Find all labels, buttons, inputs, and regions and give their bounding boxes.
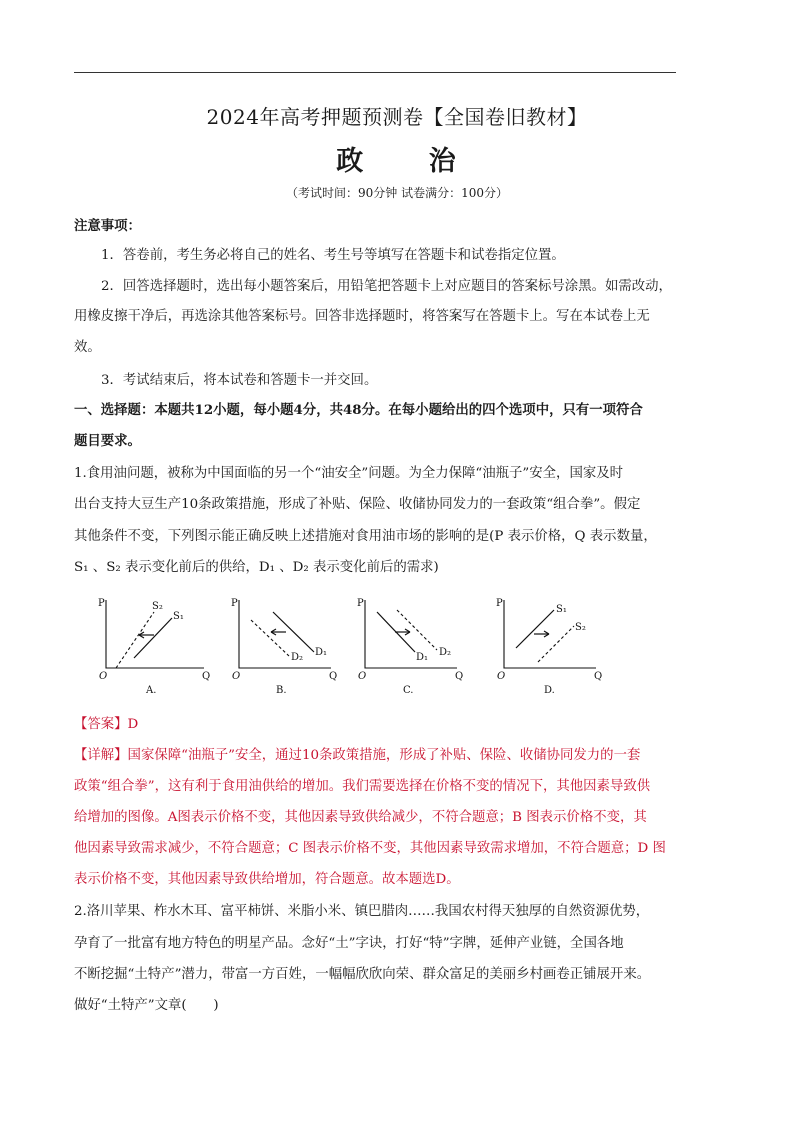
q1-answer: 【答案】D: [74, 717, 139, 732]
graph-d-axis-p: P: [496, 598, 503, 609]
q1-detail-line-4: 他因素导致需求减少，不符合题意；C 图表示价格不变，其他因素导致需求增加，不符合题意；D 图: [74, 841, 666, 856]
graph-d-axis-q: Q: [594, 671, 603, 682]
graph-a-dashed-curve: [116, 612, 154, 668]
graph-d-axes: [504, 600, 596, 668]
graph-b-axis-p: P: [231, 598, 238, 609]
graph-c-origin: O: [358, 671, 367, 682]
graph-c-axis-q: Q: [455, 671, 464, 682]
graph-d-solid-curve: [516, 610, 554, 648]
notice-item-2-line-2: 用橡皮擦干净后，再选涂其他答案标号。回答非选择题时，将答案写在答题卡上。写在本试卷上无: [74, 309, 650, 324]
graph-b-solid-label: D₁: [315, 647, 328, 658]
graph-option-d: [494, 592, 609, 702]
graph-b-option-label: B.: [276, 685, 287, 696]
q2-stem-line-2: 孕育了一批富有地方特色的明星产品。念好“土”字诀，打好“特”字牌，延伸产业链，全国各地: [74, 936, 624, 951]
graph-a-axis-p: P: [98, 598, 105, 609]
graph-b-dashed-curve: [251, 620, 289, 656]
q1-stem-line-2: 出台支持大豆生产10条政策措施，形成了补贴、保险、收储协同发力的一套政策“组合拳”。假定: [74, 497, 641, 512]
graph-option-b: [229, 592, 344, 702]
graph-d-dashed-label: S₂: [575, 622, 586, 633]
q1-detail-line-2: 政策“组合拳”，这有利于食用油供给的增加。我们需要选择在价格不变的情况下，其他因素导致供: [74, 779, 651, 794]
subject-title: 政 治: [336, 146, 484, 177]
graph-a-dashed-label: S₂: [152, 601, 163, 612]
graph-b-origin: O: [232, 671, 241, 682]
section-heading-line-2: 题目要求。: [74, 433, 141, 449]
graph-d-origin: O: [497, 671, 506, 682]
graph-a-solid-label: S₁: [173, 611, 184, 622]
q2-stem-line-1: 2.洛川苹果、柞水木耳、富平柿饼、米脂小米、镇巴腊肉……我国农村得天独厚的自然资源优势，: [74, 904, 650, 919]
notice-item-2-line-1: 2．回答选择题时，选出每小题答案后，用铅笔把答题卡上对应题目的答案标号涂黑。如需改动，: [101, 279, 672, 294]
exam-title: 2024年高考押题预测卷【全国卷旧教材】: [206, 105, 588, 129]
q2-stem-line-3: 不断挖掘“土特产”潜力，带富一方百姓，一幅幅欣欣向荣、群众富足的美丽乡村画卷正铺展开来。: [74, 967, 651, 982]
graph-a-axis-q: Q: [202, 671, 211, 682]
graph-c-solid-label: D₁: [416, 652, 429, 663]
notice-item-1: 1．答卷前，考生务必将自己的姓名、考生号等填写在答题卡和试卷指定位置。: [101, 248, 565, 263]
notice-item-3: 3．考试结束后，将本试卷和答题卡一并交回。: [101, 373, 378, 388]
notice-item-2-line-3: 效。: [74, 340, 101, 355]
graph-d-dashed-curve: [538, 626, 574, 662]
graph-b-dashed-label: D₂: [291, 652, 304, 663]
q1-detail-line-5: 表示价格不变，其他因素导致供给增加，符合题意。故本题选D。: [74, 872, 460, 887]
graph-b-axis-q: Q: [329, 671, 338, 682]
graph-a-origin: O: [99, 671, 108, 682]
section-heading-line-1: 一、选择题：本题共12小题，每小题4分，共48分。在每小题给出的四个选项中，只有一项符合: [74, 402, 643, 418]
graph-c-dashed-label: D₂: [439, 647, 452, 658]
graph-a-option-label: A.: [146, 685, 157, 696]
graph-a-solid-curve: [134, 618, 172, 658]
graph-c-option-label: C.: [403, 685, 414, 696]
graph-c-dashed-curve: [397, 610, 437, 650]
exam-info: （考试时间：90分钟 试卷满分：100分）: [286, 186, 508, 200]
q1-stem-line-1: 1.食用油问题，被称为中国面临的另一个“油安全”问题。为全力保障“油瓶子”安全，国家及时: [74, 466, 623, 481]
q1-stem-line-4: S₁ 、S₂ 表示变化前后的供给，D₁ 、D₂ 表示变化前后的需求): [74, 560, 439, 575]
graph-option-c: [355, 592, 470, 702]
graph-option-a: [96, 592, 211, 702]
notice-heading: 注意事项：: [74, 218, 141, 234]
graph-d-solid-label: S₁: [556, 604, 567, 615]
q1-detail-line-3: 给增加的图像。A图表示价格不变，其他因素导致供给减少，不符合题意；B 图表示价格不变，其: [74, 810, 647, 825]
header-rule: [74, 72, 676, 73]
q2-stem-line-4: 做好“土特产”文章( ): [74, 998, 219, 1013]
graph-c-axis-p: P: [357, 598, 364, 609]
q1-detail-line-1: 【详解】国家保障“油瓶子”安全，通过10条政策措施，形成了补贴、保险、收储协同发力的一套: [74, 748, 641, 763]
graph-d-option-label: D.: [544, 685, 555, 696]
q1-stem-line-3: 其他条件不变，下列图示能正确反映上述措施对食用油市场的影响的是(P 表示价格，Q 表示数量，: [74, 529, 657, 544]
